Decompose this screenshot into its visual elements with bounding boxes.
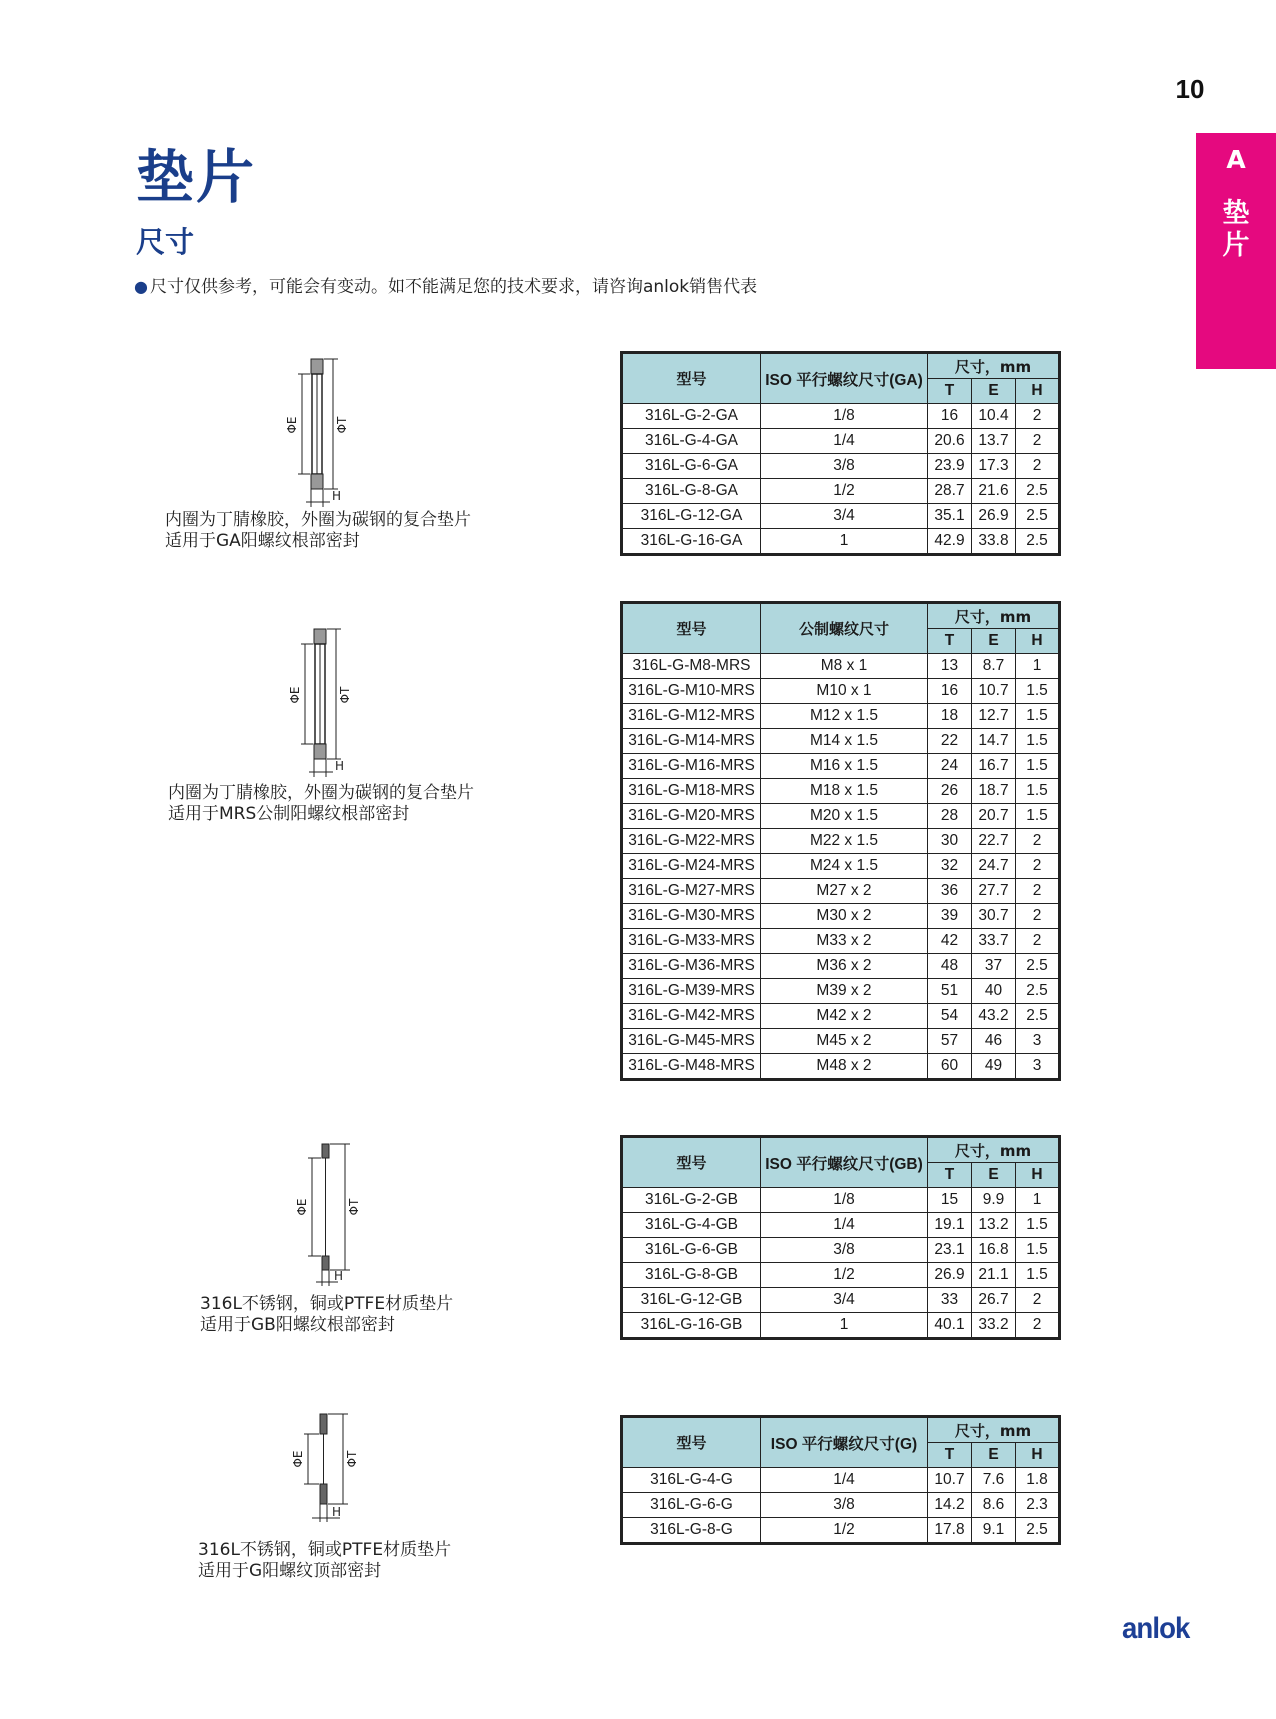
dim-e-label: ΦE <box>288 686 302 704</box>
thread-size-cell: M20 x 1.5 <box>761 804 928 829</box>
model-cell: 316L-G-6-G <box>622 1493 761 1518</box>
table-row <box>622 1288 1060 1313</box>
e-cell: 43.2 <box>972 1004 1016 1029</box>
table-row <box>622 1004 1060 1029</box>
gasket-ga-diagram <box>270 355 350 510</box>
header-h: H <box>1016 379 1060 404</box>
header-e: E <box>972 379 1016 404</box>
thread-size-cell: 1 <box>761 1313 928 1339</box>
model-cell: 316L-G-M8-MRS <box>622 654 761 679</box>
gasket-section-top <box>322 1144 329 1158</box>
table-row <box>622 979 1060 1004</box>
thread-size-cell: M36 x 2 <box>761 954 928 979</box>
e-cell: 21.1 <box>972 1263 1016 1288</box>
thread-size-cell: 1/4 <box>761 1213 928 1238</box>
model-cell: 316L-G-16-GB <box>622 1313 761 1339</box>
table-row <box>622 804 1060 829</box>
e-cell: 8.7 <box>972 654 1016 679</box>
h-cell: 2 <box>1016 904 1060 929</box>
page-number: 10 <box>1175 74 1205 104</box>
gasket-outer-ring-bottom <box>311 474 323 489</box>
table-row <box>622 679 1060 704</box>
thread-size-cell: 3/4 <box>761 1288 928 1313</box>
bullet-icon: ● <box>134 277 148 296</box>
table-row <box>622 1054 1060 1080</box>
e-cell: 14.7 <box>972 729 1016 754</box>
table-row <box>622 479 1060 504</box>
header-e: E <box>972 1163 1016 1188</box>
model-cell: 316L-G-M39-MRS <box>622 979 761 1004</box>
h-cell: 3 <box>1016 1054 1060 1080</box>
table-row <box>622 1238 1060 1263</box>
t-cell: 42.9 <box>928 529 972 555</box>
model-cell: 316L-G-M33-MRS <box>622 929 761 954</box>
h-cell: 2 <box>1016 854 1060 879</box>
e-cell: 33.2 <box>972 1313 1016 1339</box>
h-cell: 1.5 <box>1016 1238 1060 1263</box>
table-row <box>622 929 1060 954</box>
model-cell: 316L-G-M12-MRS <box>622 704 761 729</box>
thread-size-cell: 1 <box>761 529 928 555</box>
t-cell: 18 <box>928 704 972 729</box>
table-row <box>622 529 1060 555</box>
thread-size-cell: M14 x 1.5 <box>761 729 928 754</box>
e-cell: 30.7 <box>972 904 1016 929</box>
h-cell: 1.8 <box>1016 1468 1060 1493</box>
header-dimensions: 尺寸，mm <box>928 603 1060 629</box>
header-t: T <box>928 1163 972 1188</box>
model-cell: 316L-G-16-GA <box>622 529 761 555</box>
e-cell: 7.6 <box>972 1468 1016 1493</box>
t-cell: 51 <box>928 979 972 1004</box>
t-cell: 42 <box>928 929 972 954</box>
thread-size-cell: 1/4 <box>761 1468 928 1493</box>
model-cell: 316L-G-M42-MRS <box>622 1004 761 1029</box>
caption-line: 316L不锈钢，铜或PTFE材质垫片 <box>198 1540 452 1560</box>
h-cell: 1 <box>1016 654 1060 679</box>
model-cell: 316L-G-M22-MRS <box>622 829 761 854</box>
model-cell: 316L-G-M30-MRS <box>622 904 761 929</box>
caption-line: 内圈为丁腈橡胶，外圈为碳钢的复合垫片 <box>165 510 471 530</box>
thread-size-cell: 1/2 <box>761 1518 928 1544</box>
thread-size-cell: M45 x 2 <box>761 1029 928 1054</box>
model-cell: 316L-G-M27-MRS <box>622 879 761 904</box>
table-row <box>622 1468 1060 1493</box>
t-cell: 13 <box>928 654 972 679</box>
h-cell: 2.5 <box>1016 504 1060 529</box>
e-cell: 26.7 <box>972 1288 1016 1313</box>
header-thread-size: ISO 平行螺纹尺寸(G) <box>761 1417 928 1468</box>
header-h: H <box>1016 1163 1060 1188</box>
table-row <box>622 954 1060 979</box>
thread-size-cell: 3/8 <box>761 1238 928 1263</box>
table-row <box>622 854 1060 879</box>
t-cell: 60 <box>928 1054 972 1080</box>
t-cell: 24 <box>928 754 972 779</box>
thread-size-cell: 3/8 <box>761 1493 928 1518</box>
t-cell: 54 <box>928 1004 972 1029</box>
e-cell: 46 <box>972 1029 1016 1054</box>
table-row <box>622 429 1060 454</box>
table-row <box>622 729 1060 754</box>
thread-size-cell: 1/4 <box>761 429 928 454</box>
table-row <box>622 1213 1060 1238</box>
e-cell: 26.9 <box>972 504 1016 529</box>
t-cell: 26.9 <box>928 1263 972 1288</box>
e-cell: 21.6 <box>972 479 1016 504</box>
h-cell: 2.5 <box>1016 1518 1060 1544</box>
table-row <box>622 779 1060 804</box>
table-row <box>622 404 1060 429</box>
header-t: T <box>928 1443 972 1468</box>
model-cell: 316L-G-2-GB <box>622 1188 761 1213</box>
t-cell: 36 <box>928 879 972 904</box>
t-cell: 26 <box>928 779 972 804</box>
model-cell: 316L-G-12-GA <box>622 504 761 529</box>
thread-size-cell: M48 x 2 <box>761 1054 928 1080</box>
h-cell: 2.5 <box>1016 979 1060 1004</box>
header-e: E <box>972 1443 1016 1468</box>
gasket-ga-caption <box>165 510 471 552</box>
e-cell: 33.7 <box>972 929 1016 954</box>
header-t: T <box>928 379 972 404</box>
t-cell: 28.7 <box>928 479 972 504</box>
spec-table-mrs <box>620 601 1061 1081</box>
h-cell: 2.5 <box>1016 954 1060 979</box>
header-model: 型号 <box>622 1417 761 1468</box>
section-subtitle: 尺寸 <box>136 225 195 259</box>
dim-e-label: ΦE <box>295 1198 309 1216</box>
model-cell: 316L-G-M18-MRS <box>622 779 761 804</box>
h-cell: 1.5 <box>1016 1213 1060 1238</box>
h-cell: 2 <box>1016 879 1060 904</box>
h-cell: 2.5 <box>1016 479 1060 504</box>
header-thread-size: 公制螺纹尺寸 <box>761 603 928 654</box>
section-tab-label-line2: 片 <box>1222 230 1250 261</box>
h-cell: 1.5 <box>1016 754 1060 779</box>
thread-size-cell: M30 x 2 <box>761 904 928 929</box>
h-cell: 1.5 <box>1016 679 1060 704</box>
thread-size-cell: 1/8 <box>761 1188 928 1213</box>
t-cell: 16 <box>928 404 972 429</box>
h-cell: 3 <box>1016 1029 1060 1054</box>
t-cell: 57 <box>928 1029 972 1054</box>
thread-size-cell: M24 x 1.5 <box>761 854 928 879</box>
header-dimensions: 尺寸，mm <box>928 1137 1060 1163</box>
dim-h-label: H <box>332 489 342 503</box>
caption-line: 适用于MRS公制阳螺纹根部密封 <box>168 804 410 824</box>
e-cell: 33.8 <box>972 529 1016 555</box>
dim-t-label: ΦT <box>335 416 349 434</box>
e-cell: 13.7 <box>972 429 1016 454</box>
gasket-mrs-caption <box>168 783 474 825</box>
table-row <box>622 1263 1060 1288</box>
h-cell: 2.3 <box>1016 1493 1060 1518</box>
dim-e-label: ΦE <box>291 1450 305 1468</box>
section-tab-label-line1: 垫 <box>1222 198 1250 229</box>
header-h: H <box>1016 1443 1060 1468</box>
e-cell: 20.7 <box>972 804 1016 829</box>
model-cell: 316L-G-6-GB <box>622 1238 761 1263</box>
model-cell: 316L-G-2-GA <box>622 404 761 429</box>
model-cell: 316L-G-4-G <box>622 1468 761 1493</box>
e-cell: 40 <box>972 979 1016 1004</box>
header-model: 型号 <box>622 1137 761 1188</box>
gasket-section-bottom <box>322 1256 329 1270</box>
thread-size-cell: M8 x 1 <box>761 654 928 679</box>
thread-size-cell: M12 x 1.5 <box>761 704 928 729</box>
h-cell: 2 <box>1016 829 1060 854</box>
spec-table-g <box>620 1415 1061 1545</box>
model-cell: 316L-G-M16-MRS <box>622 754 761 779</box>
thread-size-cell: M39 x 2 <box>761 979 928 1004</box>
t-cell: 39 <box>928 904 972 929</box>
t-cell: 32 <box>928 854 972 879</box>
t-cell: 23.9 <box>928 454 972 479</box>
model-cell: 316L-G-M45-MRS <box>622 1029 761 1054</box>
model-cell: 316L-G-4-GB <box>622 1213 761 1238</box>
model-cell: 316L-G-8-GB <box>622 1263 761 1288</box>
e-cell: 12.7 <box>972 704 1016 729</box>
model-cell: 316L-G-M36-MRS <box>622 954 761 979</box>
table-row <box>622 654 1060 679</box>
t-cell: 33 <box>928 1288 972 1313</box>
section-tab-letter: A <box>1226 145 1246 174</box>
h-cell: 2 <box>1016 1288 1060 1313</box>
model-cell: 316L-G-4-GA <box>622 429 761 454</box>
gasket-outer-ring-top <box>311 359 323 374</box>
dim-t-label: ΦT <box>347 1198 361 1216</box>
h-cell: 1.5 <box>1016 729 1060 754</box>
gasket-section-top <box>320 1414 327 1434</box>
gasket-g-diagram <box>280 1410 360 1525</box>
thread-size-cell: M42 x 2 <box>761 1004 928 1029</box>
e-cell: 17.3 <box>972 454 1016 479</box>
t-cell: 22 <box>928 729 972 754</box>
spec-table-gb <box>620 1135 1061 1340</box>
model-cell: 316L-G-8-G <box>622 1518 761 1544</box>
e-cell: 18.7 <box>972 779 1016 804</box>
table-row <box>622 704 1060 729</box>
h-cell: 2 <box>1016 454 1060 479</box>
disclaimer-text: 尺寸仅供参考，可能会有变动。如不能满足您的技术要求，请咨询anlok销售代表 <box>149 277 758 297</box>
header-t: T <box>928 629 972 654</box>
t-cell: 15 <box>928 1188 972 1213</box>
model-cell: 316L-G-M20-MRS <box>622 804 761 829</box>
gasket-g-caption <box>198 1540 451 1582</box>
model-cell: 316L-G-6-GA <box>622 454 761 479</box>
t-cell: 17.8 <box>928 1518 972 1544</box>
h-cell: 1.5 <box>1016 704 1060 729</box>
dim-h-label: H <box>332 1505 342 1519</box>
header-thread-size: ISO 平行螺纹尺寸(GB) <box>761 1137 928 1188</box>
spec-table-ga <box>620 351 1061 556</box>
table-row <box>622 829 1060 854</box>
table-row <box>622 879 1060 904</box>
t-cell: 35.1 <box>928 504 972 529</box>
h-cell: 1.5 <box>1016 804 1060 829</box>
t-cell: 16 <box>928 679 972 704</box>
model-cell: 316L-G-12-GB <box>622 1288 761 1313</box>
e-cell: 10.7 <box>972 679 1016 704</box>
h-cell: 2.5 <box>1016 1004 1060 1029</box>
gasket-section-bottom <box>320 1484 327 1504</box>
model-cell: 316L-G-M10-MRS <box>622 679 761 704</box>
t-cell: 19.1 <box>928 1213 972 1238</box>
header-e: E <box>972 629 1016 654</box>
thread-size-cell: 1/2 <box>761 479 928 504</box>
section-tab[interactable] <box>1196 133 1276 369</box>
page-title: 垫片 <box>136 143 257 211</box>
dim-h-label: H <box>335 759 345 773</box>
t-cell: 30 <box>928 829 972 854</box>
table-row <box>622 1029 1060 1054</box>
header-dimensions: 尺寸，mm <box>928 1417 1060 1443</box>
thread-size-cell: 1/8 <box>761 404 928 429</box>
e-cell: 16.7 <box>972 754 1016 779</box>
anlok-logo: anlok <box>1122 1612 1190 1645</box>
e-cell: 13.2 <box>972 1213 1016 1238</box>
t-cell: 10.7 <box>928 1468 972 1493</box>
t-cell: 23.1 <box>928 1238 972 1263</box>
gasket-gb-diagram <box>282 1140 362 1290</box>
e-cell: 9.1 <box>972 1518 1016 1544</box>
section-tab-label <box>1196 198 1276 262</box>
h-cell: 1 <box>1016 1188 1060 1213</box>
thread-size-cell: 3/8 <box>761 454 928 479</box>
e-cell: 16.8 <box>972 1238 1016 1263</box>
h-cell: 2 <box>1016 1313 1060 1339</box>
thread-size-cell: 3/4 <box>761 504 928 529</box>
disclaimer-note <box>134 272 757 297</box>
thread-size-cell: M33 x 2 <box>761 929 928 954</box>
e-cell: 8.6 <box>972 1493 1016 1518</box>
e-cell: 37 <box>972 954 1016 979</box>
thread-size-cell: M18 x 1.5 <box>761 779 928 804</box>
header-model: 型号 <box>622 353 761 404</box>
model-cell: 316L-G-M24-MRS <box>622 854 761 879</box>
e-cell: 10.4 <box>972 404 1016 429</box>
gasket-outer-ring-bottom <box>314 744 326 759</box>
thread-size-cell: 1/2 <box>761 1263 928 1288</box>
thread-size-cell: M16 x 1.5 <box>761 754 928 779</box>
gasket-gb-caption <box>200 1294 453 1336</box>
table-row <box>622 1518 1060 1544</box>
t-cell: 20.6 <box>928 429 972 454</box>
header-model: 型号 <box>622 603 761 654</box>
caption-line: 内圈为丁腈橡胶，外圈为碳钢的复合垫片 <box>168 783 474 803</box>
gasket-outer-ring-top <box>314 629 326 644</box>
model-cell: 316L-G-M14-MRS <box>622 729 761 754</box>
dim-h-label: H <box>334 1269 344 1283</box>
header-thread-size: ISO 平行螺纹尺寸(GA) <box>761 353 928 404</box>
t-cell: 40.1 <box>928 1313 972 1339</box>
e-cell: 24.7 <box>972 854 1016 879</box>
table-row <box>622 1188 1060 1213</box>
table-row <box>622 1493 1060 1518</box>
h-cell: 1.5 <box>1016 779 1060 804</box>
model-cell: 316L-G-8-GA <box>622 479 761 504</box>
table-row <box>622 1313 1060 1339</box>
thread-size-cell: M10 x 1 <box>761 679 928 704</box>
e-cell: 9.9 <box>972 1188 1016 1213</box>
caption-line: 适用于GB阳螺纹根部密封 <box>200 1315 395 1335</box>
e-cell: 49 <box>972 1054 1016 1080</box>
t-cell: 28 <box>928 804 972 829</box>
h-cell: 2.5 <box>1016 529 1060 555</box>
dim-e-label: ΦE <box>285 416 299 434</box>
e-cell: 22.7 <box>972 829 1016 854</box>
dim-t-label: ΦT <box>345 1450 359 1468</box>
thread-size-cell: M27 x 2 <box>761 879 928 904</box>
header-h: H <box>1016 629 1060 654</box>
header-dimensions: 尺寸，mm <box>928 353 1060 379</box>
table-row <box>622 904 1060 929</box>
h-cell: 1.5 <box>1016 1263 1060 1288</box>
caption-line: 适用于GA阳螺纹根部密封 <box>165 531 360 551</box>
h-cell: 2 <box>1016 429 1060 454</box>
table-row <box>622 454 1060 479</box>
h-cell: 2 <box>1016 929 1060 954</box>
table-row <box>622 504 1060 529</box>
e-cell: 27.7 <box>972 879 1016 904</box>
h-cell: 2 <box>1016 404 1060 429</box>
dim-t-label: ΦT <box>338 686 352 704</box>
model-cell: 316L-G-M48-MRS <box>622 1054 761 1080</box>
caption-line: 316L不锈钢，铜或PTFE材质垫片 <box>200 1294 454 1314</box>
t-cell: 14.2 <box>928 1493 972 1518</box>
t-cell: 48 <box>928 954 972 979</box>
thread-size-cell: M22 x 1.5 <box>761 829 928 854</box>
table-row <box>622 754 1060 779</box>
gasket-mrs-diagram <box>273 625 353 780</box>
caption-line: 适用于G阳螺纹顶部密封 <box>198 1561 382 1581</box>
